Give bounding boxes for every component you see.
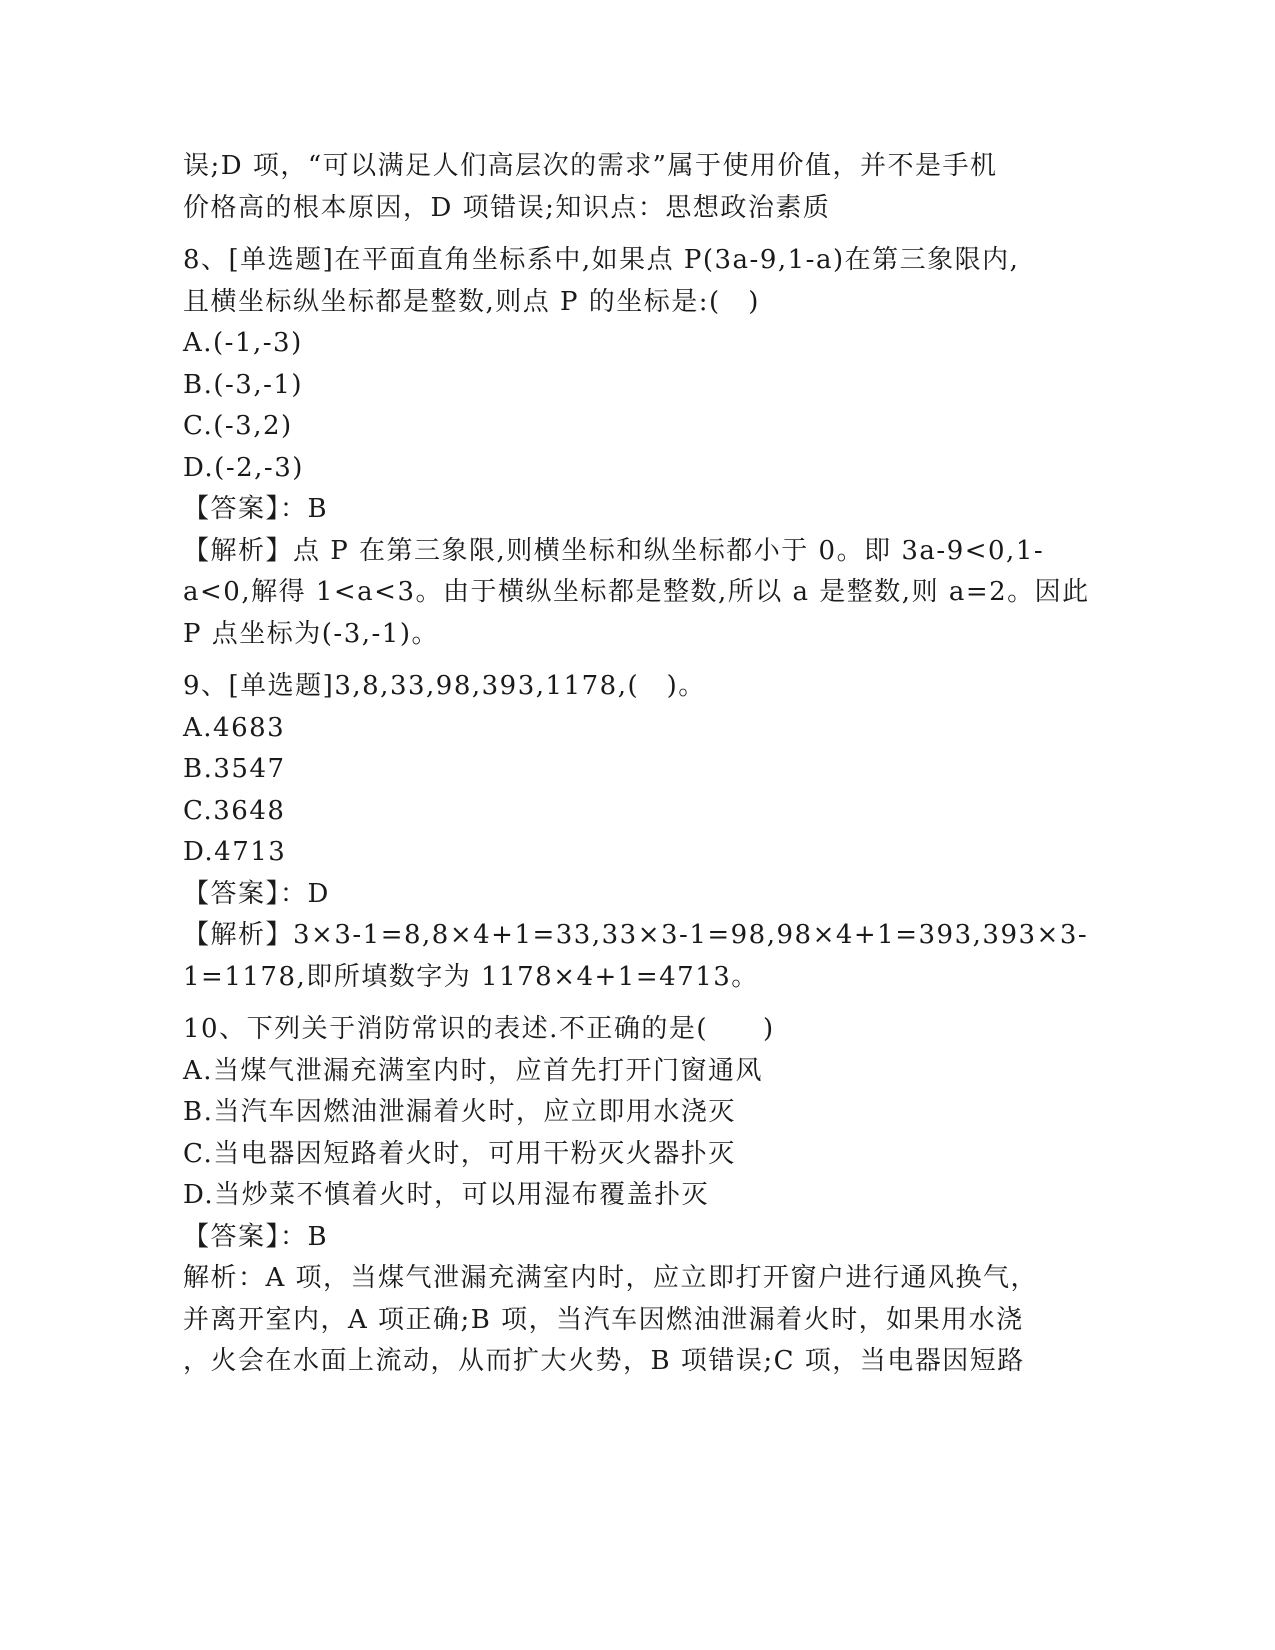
question-8 [183, 240, 1090, 655]
text-line: 价格高的根本原因，D 项错误;知识点：思想政治素质 [183, 192, 831, 223]
question-stem: 8、[单选题]在平面直角坐标系中,如果点 P(3a-9,1-a)在第三象限内, [183, 245, 1020, 275]
option-c: C.3648 [183, 795, 286, 826]
analysis-line: 1=1178,即所填数字为 1178×4+1=4713。 [183, 961, 759, 992]
option-c: C.(-3,2) [183, 411, 293, 441]
answer: 【答案】：B [183, 1221, 329, 1252]
analysis-line: 解析：A 项，当煤气泄漏充满室内时，应立即打开窗户进行通风换气， [183, 1263, 1039, 1293]
option-a: A.4683 [183, 712, 286, 743]
question-stem: 9、[单选题]3,8,33,98,393,1178,( )。 [183, 671, 706, 701]
question-stem: 10、下列关于消防常识的表述.不正确的是( ) [183, 1014, 775, 1044]
option-b: B.3547 [183, 754, 286, 784]
option-d: D.当炒菜不慎着火时，可以用湿布覆盖扑灭 [183, 1180, 710, 1210]
analysis-line: 并离开室内，A 项正确;B 项，当汽车因燃油泄漏着火时，如果用水浇 [183, 1304, 1024, 1335]
answer: 【答案】：D [183, 878, 330, 909]
option-a: A.(-1,-3) [183, 328, 303, 358]
option-a: A.当煤气泄漏充满室内时，应首先打开门窗通风 [183, 1055, 764, 1086]
option-d: D.(-2,-3) [183, 452, 304, 483]
option-b: B.(-3,-1) [183, 369, 304, 400]
option-d: D.4713 [183, 837, 287, 867]
document-page [183, 146, 1090, 1383]
intro-paragraph [183, 146, 1083, 229]
analysis-line: P 点坐标为(-3,-1)。 [183, 618, 439, 649]
question-stem: 且横坐标纵坐标都是整数,则点 P 的坐标是:( ) [183, 286, 760, 317]
analysis-line: ，火会在水面上流动，从而扩大火势，B 项错误;C 项，当电器因短路 [183, 1346, 1025, 1376]
analysis-line: 【解析】3×3-1=8,8×4+1=33,33×3-1=98,98×4+1=393,393×3- [183, 920, 1089, 950]
analysis-line: a<0,解得 1<a<3。由于横纵坐标都是整数,所以 a 是整数,则 a=2。因此 [183, 577, 1090, 607]
question-9 [183, 666, 1089, 998]
answer: 【答案】：B [183, 494, 329, 524]
option-b: B.当汽车因燃油泄漏着火时，应立即用水浇灭 [183, 1097, 736, 1127]
text-line: 误;D 项，“可以满足人们高层次的需求”属于使用价值，并不是手机 [183, 151, 998, 181]
analysis-line: 【解析】点 P 在第三象限,则横坐标和纵坐标都小于 0。即 3a-9<0,1- [183, 535, 1045, 566]
question-10 [183, 1009, 1083, 1383]
option-c: C.当电器因短路着火时，可用干粉灭火器扑灭 [183, 1138, 736, 1169]
